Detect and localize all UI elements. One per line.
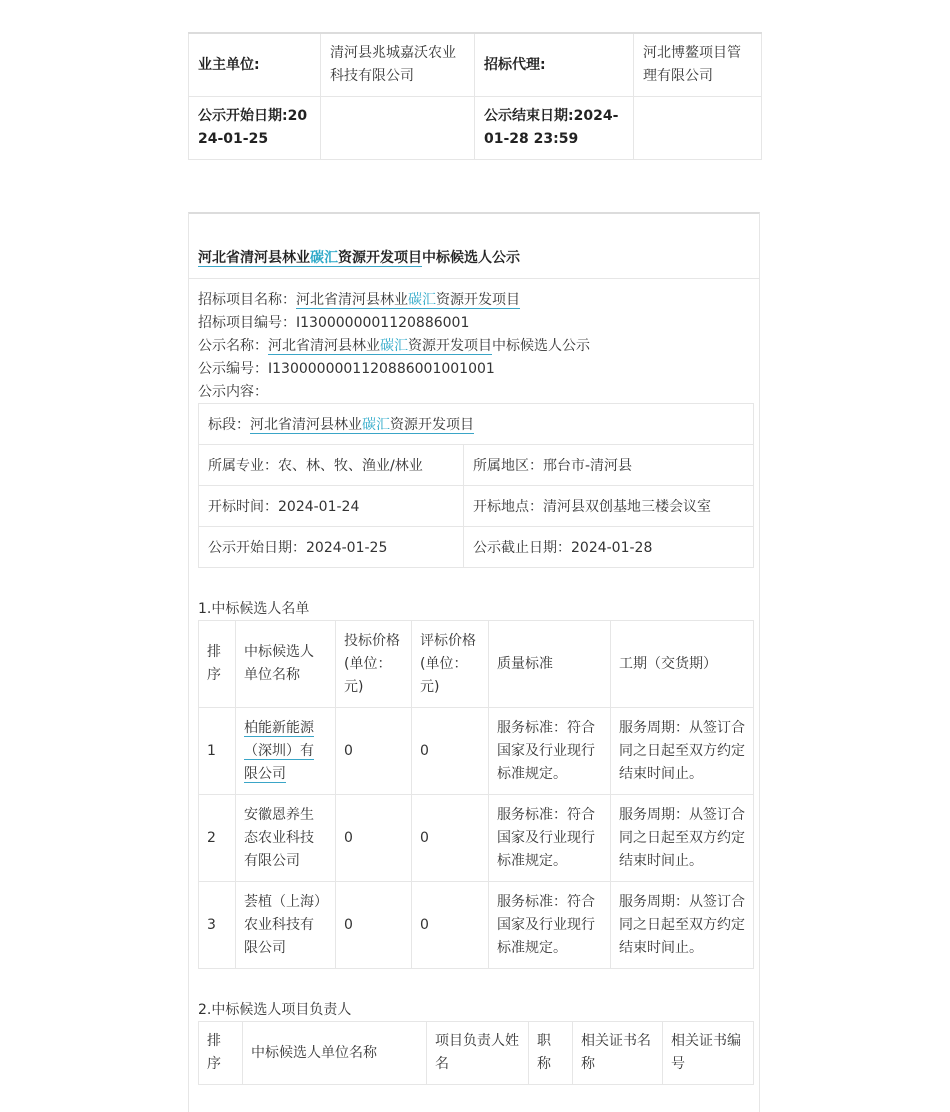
pub-name-link[interactable]: 河北省清河县林业碳汇资源开发项目 (268, 338, 492, 354)
project-name-link[interactable]: 河北省清河县林业碳汇资源开发项目 (296, 292, 520, 308)
notice-meta (198, 289, 590, 404)
table-row (199, 795, 754, 882)
start-date-empty (321, 97, 475, 160)
table-row (199, 708, 754, 795)
pub-no-line: 公示编号：I1300000001120886001001001 (198, 361, 495, 377)
company-cell: 安徽恩养生态农业科技有限公司 (236, 795, 336, 882)
bid-price-cell: 0 (336, 795, 412, 882)
bid-price-cell: 0 (336, 708, 412, 795)
quality-cell: 服务标准：符合国家及行业现行标准规定。 (489, 882, 611, 969)
section-table (198, 403, 754, 568)
agent-label: 招标代理: (475, 33, 634, 97)
pub-name-line: 公示名称：河北省清河县林业碳汇资源开发项目中标候选人公示 (198, 338, 590, 354)
col-rank: 排序 (199, 621, 236, 708)
region-cell: 所属地区：邢台市-清河县 (464, 445, 754, 486)
title-link[interactable]: 河北省清河县林业碳汇资源开发项目 (198, 250, 422, 266)
eval-price-cell: 0 (412, 882, 489, 969)
col-cert-name: 相关证书名称 (573, 1022, 663, 1085)
start-date-label: 公示开始日期:2024-01-25 (189, 97, 321, 160)
col-eval-price: 评标价格(单位：元) (412, 621, 489, 708)
project-no-line: 招标项目编号：I1300000001120886001 (198, 315, 470, 331)
open-place-cell: 开标地点：清河县双创基地三楼会议室 (464, 486, 754, 527)
bid-price-cell: 0 (336, 882, 412, 969)
period-cell: 服务周期：从签订合同之日起至双方约定结束时间止。 (611, 882, 754, 969)
end-date-empty (634, 97, 762, 160)
owner-value: 清河县兆城嘉沃农业科技有限公司 (321, 33, 475, 97)
open-time-cell: 开标时间：2024-01-24 (199, 486, 464, 527)
notice-panel (188, 212, 760, 1112)
lot-cell: 标段：河北省清河县林业碳汇资源开发项目 (199, 404, 754, 445)
notice-title: 河北省清河县林业碳汇资源开发项目中标候选人公示 (198, 250, 520, 266)
col-quality: 质量标准 (489, 621, 611, 708)
quality-cell: 服务标准：符合国家及行业现行标准规定。 (489, 708, 611, 795)
eval-price-cell: 0 (412, 795, 489, 882)
info-table (188, 32, 762, 160)
col-cert-no: 相关证书编号 (663, 1022, 754, 1085)
col-period: 工期（交货期） (611, 621, 754, 708)
col-bid-price: 投标价格(单位：元) (336, 621, 412, 708)
col-rank: 排序 (199, 1022, 243, 1085)
candidates-table (198, 620, 754, 969)
pub-start-cell: 公示开始日期：2024-01-25 (199, 527, 464, 568)
table-row (199, 882, 754, 969)
rank-cell: 3 (199, 882, 236, 969)
content-label: 公示内容： (198, 384, 268, 400)
project-name-line: 招标项目名称：河北省清河县林业碳汇资源开发项目 (198, 292, 520, 308)
leaders-header-row (199, 1022, 754, 1085)
leaders-table (198, 1021, 754, 1085)
rank-cell: 1 (199, 708, 236, 795)
quality-cell: 服务标准：符合国家及行业现行标准规定。 (489, 795, 611, 882)
col-company: 中标候选人单位名称 (243, 1022, 427, 1085)
field-cell: 所属专业：农、林、牧、渔业/林业 (199, 445, 464, 486)
candidates-heading: 1.中标候选人名单 (198, 601, 310, 617)
pub-end-cell: 公示截止日期：2024-01-28 (464, 527, 754, 568)
owner-label: 业主单位: (189, 33, 321, 97)
rank-cell: 2 (199, 795, 236, 882)
period-cell: 服务周期：从签订合同之日起至双方约定结束时间止。 (611, 708, 754, 795)
col-leader-name: 项目负责人姓名 (427, 1022, 529, 1085)
leaders-heading: 2.中标候选人项目负责人 (198, 1002, 352, 1018)
lot-link[interactable]: 河北省清河县林业碳汇资源开发项目 (250, 417, 474, 433)
divider (189, 278, 759, 279)
period-cell: 服务周期：从签订合同之日起至双方约定结束时间止。 (611, 795, 754, 882)
company-link[interactable]: 柏能新能源（深圳）有限公司 (244, 719, 314, 782)
col-title: 职称 (529, 1022, 573, 1085)
end-date-label: 公示结束日期:2024-01-28 23:59 (475, 97, 634, 160)
agent-value: 河北博鳌项目管理有限公司 (634, 33, 762, 97)
company-cell: 荟植（上海）农业科技有限公司 (236, 882, 336, 969)
col-company: 中标候选人单位名称 (236, 621, 336, 708)
candidates-header-row (199, 621, 754, 708)
eval-price-cell: 0 (412, 708, 489, 795)
company-cell (236, 708, 336, 795)
